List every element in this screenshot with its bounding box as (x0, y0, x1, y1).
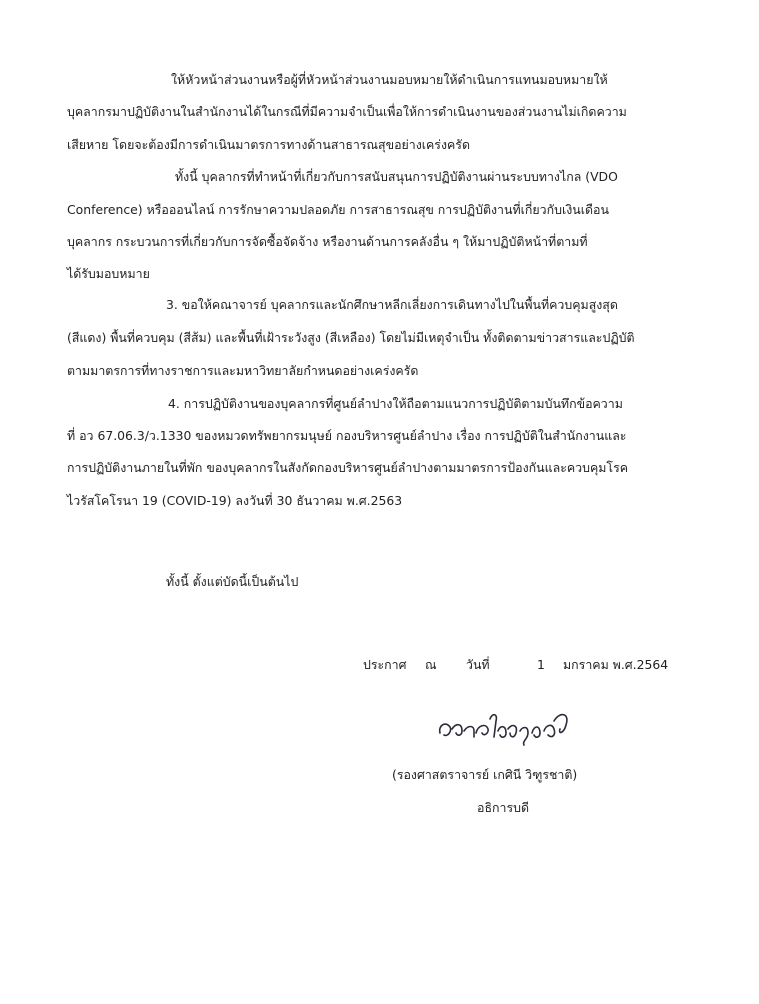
announcement-month-year: มกราคม พ.ศ.2564 (563, 657, 669, 672)
signatory-title: อธิการบดี (477, 800, 530, 815)
announcement-day: 1 (537, 657, 545, 672)
paragraph-4-line-3: การปฏิบัติงานภายในที่พัก ของบุคลากรในสังกัดกองบริหารศูนย์ลำปางตามมาตรการป้องกันและควบคุมโรค (67, 460, 629, 475)
paragraph-2-line-3: บุคลากร กระบวนการที่เกี่ยวกับการจัดซื้อจัดจ้าง หรืองานด้านการคลังอื่น ๆ ให้มาปฏิบัติหน้าที่ตามที่ (67, 234, 588, 249)
announcement-day-label: วันที่ (466, 657, 490, 672)
paragraph-3-line-3: ตามมาตรการที่ทางราชการและมหาวิทยาลัยกำหนดอย่างเคร่งครัด (67, 363, 419, 378)
paragraph-1-line-1: ให้หัวหน้าส่วนงานหรือผู้ที่หัวหน้าส่วนงานมอบหมายให้ดำเนินการแทนมอบหมายให้ (171, 72, 608, 87)
announcement-prefix: ประกาศ (363, 657, 407, 672)
paragraph-4-line-1: 4. การปฏิบัติงานของบุคลากรที่ศูนย์ลำปางให้ถือตามแนวการปฏิบัติตามบันทึกข้อความ (168, 396, 623, 411)
handwritten-signature (434, 703, 584, 751)
paragraph-1-line-2: บุคลากรมาปฏิบัติงานในสำนักงานได้ในกรณีที่มีความจำเป็นเพื่อให้การดำเนินงานของส่วนงานไม่เกิดความ (67, 104, 627, 119)
paragraph-1-line-3: เสียหาย โดยจะต้องมีการดำเนินมาตรการทางด้านสาธารณสุขอย่างเคร่งครัด (67, 137, 471, 152)
signatory-name: (รองศาสตราจารย์ เกศินี วิฑูรชาติ) (392, 767, 578, 782)
paragraph-2-line-1: ทั้งนี้ บุคลากรที่ทำหน้าที่เกี่ยวกับการสนับสนุนการปฏิบัติงานผ่านระบบทางไกล (VDO (175, 169, 618, 184)
paragraph-3-line-2: (สีแดง) พื้นที่ควบคุม (สีส้ม) และพื้นที่เฝ้าระวังสูง (สีเหลือง) โดยไม่มีเหตุจำเป็น ทั้งติดตามข่าวสารและปฏิบัติ (67, 330, 635, 345)
paragraph-4-line-2: ที่ อว 67.06.3/ว.1330 ของหมวดทรัพยากรมนุษย์ กองบริหารศูนย์ลำปาง เรื่อง การปฏิบัติในสำนักงานและ (67, 428, 627, 443)
paragraph-4-line-4: ไวรัสโคโรนา 19 (COVID-19) ลงวันที่ 30 ธันวาคม พ.ศ.2563 (67, 493, 403, 508)
announcement-at: ณ (425, 657, 437, 672)
paragraph-3-line-1: 3. ขอให้คณาจารย์ บุคลากรและนักศึกษาหลีกเลี่ยงการเดินทางไปในพื้นที่ควบคุมสูงสุด (166, 297, 618, 312)
paragraph-2-line-2: Conference) หรือออนไลน์ การรักษาความปลอดภัย การสาธารณสุข การปฏิบัติงานที่เกี่ยวกับเงินเดือน (67, 202, 609, 217)
paragraph-2-line-4: ได้รับมอบหมาย (67, 266, 150, 281)
closing-statement: ทั้งนี้ ตั้งแต่บัดนี้เป็นต้นไป (166, 574, 299, 589)
